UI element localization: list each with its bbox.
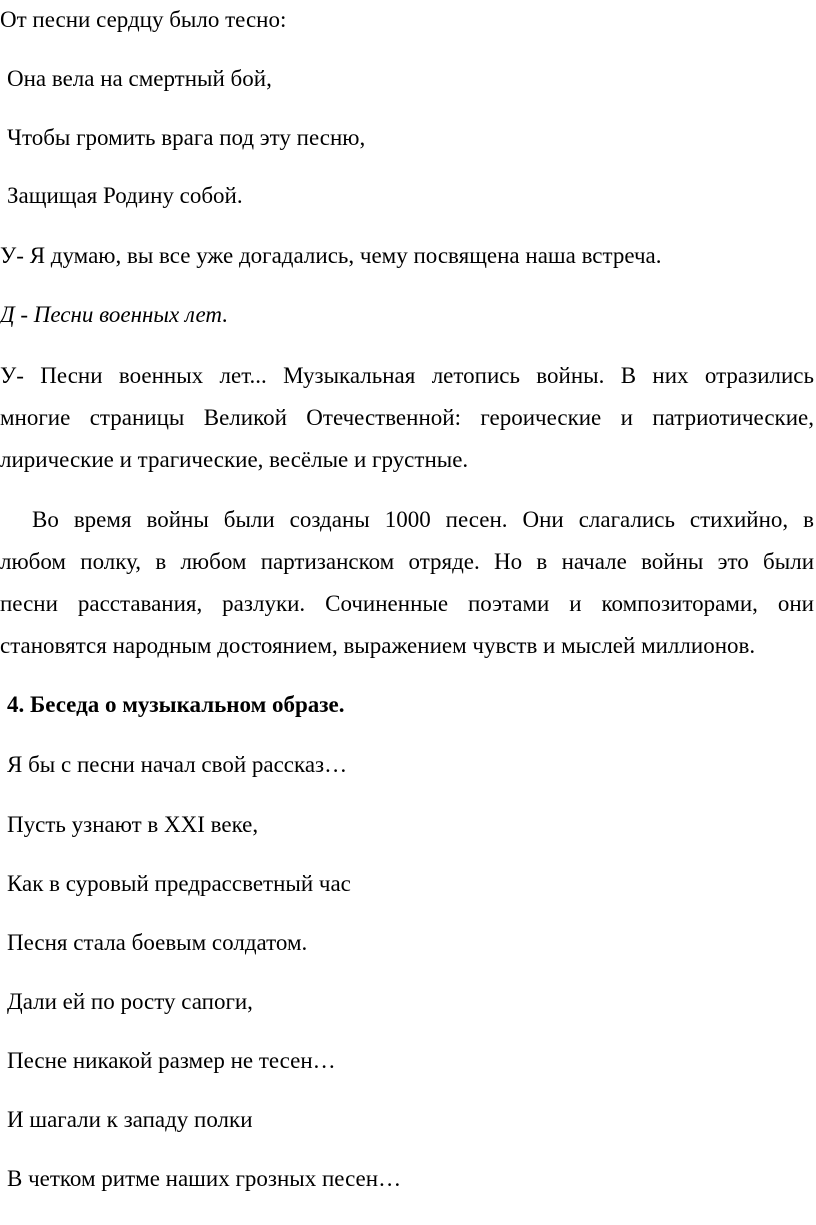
poem-line: Она вела на смертный бой, [7, 66, 272, 91]
teacher-paragraph-line: многие страницы Великой Отечественной: героические и патриотические, [0, 405, 814, 430]
body-paragraph-line: песни расставания, разлуки. Сочиненные поэтами и композиторами, они [0, 591, 814, 616]
poem-line: Песне никакой размер не тесен… [7, 1048, 336, 1073]
body-paragraph-line: становятся народным достоянием, выражением чувств и мыслей миллионов. [0, 633, 756, 658]
poem-line: И шагали к западу полки [7, 1107, 253, 1132]
poem-line: Чтобы громить врага под эту песню, [7, 125, 366, 150]
children-line: Д - Песни военных лет. [0, 302, 229, 327]
poem-line: Пусть узнают в XXI веке, [7, 812, 259, 837]
poem-line: Я бы с песни начал свой рассказ… [7, 752, 348, 777]
poem-line: Дали ей по росту сапоги, [7, 989, 253, 1014]
poem-line: В четком ритме наших грозных песен… [7, 1166, 402, 1191]
poem-line: Песня стала боевым солдатом. [7, 930, 308, 955]
teacher-paragraph-line: лирические и трагические, весёлые и грустные. [0, 447, 469, 472]
teacher-paragraph-line: У- Песни военных лет... Музыкальная летопись войны. В них отразились [0, 363, 814, 388]
poem-line: От песни сердцу было тесно: [0, 7, 287, 32]
body-paragraph-line: Во время войны были созданы 1000 песен. Они слагались стихийно, в [32, 507, 814, 532]
teacher-line: У- Я думаю, вы все уже догадались, чему посвящена наша встреча. [0, 243, 662, 268]
section-heading: 4. Беседа о музыкальном образе. [7, 692, 345, 717]
body-paragraph-line: любом полку, в любом партизанском отряде. Но в начале войны это были [0, 549, 814, 574]
poem-line: Как в суровый предрассветный час [7, 871, 351, 896]
poem-line: Защищая Родину собой. [7, 183, 243, 208]
